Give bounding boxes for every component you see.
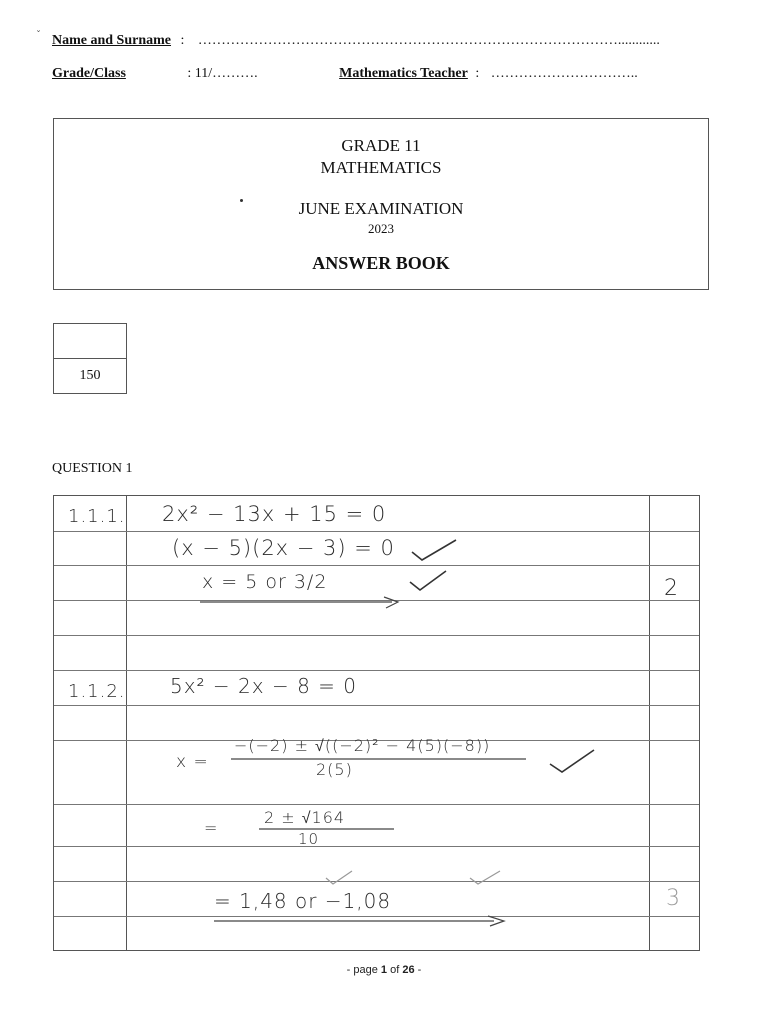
grade-label: Grade/Class <box>52 66 126 81</box>
subject-title: MATHEMATICS <box>320 158 442 177</box>
score-field[interactable] <box>54 324 126 358</box>
row-divider <box>54 670 699 671</box>
grade-title: GRADE 11 <box>341 136 421 155</box>
teacher-label: Mathematics Teacher <box>339 66 468 81</box>
scan-mark: ˇ <box>36 30 41 41</box>
answer-table <box>53 495 700 951</box>
row-divider <box>54 846 699 847</box>
row-divider <box>54 881 699 882</box>
exam-title: JUNE EXAMINATION <box>298 199 464 218</box>
score-total: 150 <box>79 368 101 383</box>
fraction-denominator: 10 <box>298 830 320 848</box>
score-divider <box>54 358 126 359</box>
page-number: 1 <box>380 964 388 976</box>
footer-of: of <box>387 964 403 976</box>
fraction-numerator: 2 ± √164 <box>264 808 346 827</box>
page-total: 26 <box>402 964 415 976</box>
underline-arrow-icon <box>198 596 408 610</box>
answer-line: = 1,48 or −1,08 <box>214 889 392 913</box>
footer-suffix: - <box>414 964 422 976</box>
fraction-bar <box>230 757 530 761</box>
row-divider <box>54 804 699 805</box>
tick-mark-icon <box>410 536 458 562</box>
teacher-field[interactable]: ………………………….. <box>490 66 638 81</box>
footer-prefix: - page <box>346 964 381 976</box>
answer-line: x = 5 or 3/2 <box>202 571 328 593</box>
teacher-colon: : <box>475 66 480 81</box>
row-divider <box>54 705 699 706</box>
name-colon: : <box>180 33 185 48</box>
name-label: Name and Surname <box>52 33 172 48</box>
marks-awarded: 3 <box>666 886 681 911</box>
answer-line: x = <box>176 752 209 772</box>
fraction-bar <box>258 827 398 831</box>
fraction-numerator: −(−2) ± √((−2)² − 4(5)(−8)) <box>234 736 491 755</box>
answer-line: = <box>204 818 219 837</box>
name-row <box>52 33 660 49</box>
row-divider <box>54 565 699 566</box>
underline-arrow-icon <box>212 914 512 928</box>
marks-awarded: 2 <box>664 576 679 601</box>
grade-row <box>52 66 638 82</box>
answer-book-title: ANSWER BOOK <box>312 253 450 273</box>
answer-line: (x − 5)(2x − 3) = 0 <box>172 536 395 560</box>
page-footer <box>0 964 768 976</box>
title-box <box>53 118 709 290</box>
answer-line: 5x² − 2x − 8 = 0 <box>170 674 358 698</box>
tick-mark-icon <box>548 746 596 776</box>
row-divider <box>54 635 699 636</box>
fraction-denominator: 2(5) <box>316 760 353 779</box>
name-field[interactable]: ………………………………………………………………………………............ <box>197 33 660 48</box>
tick-mark-icon <box>324 868 354 886</box>
row-divider <box>54 531 699 532</box>
exam-year: 2023 <box>368 221 394 236</box>
answer-line: 2x² − 13x + 15 = 0 <box>162 502 387 526</box>
score-box <box>53 323 127 394</box>
question-number: 1.1.1. <box>68 506 126 527</box>
tick-mark-icon <box>408 568 448 594</box>
tick-mark-icon <box>468 868 502 886</box>
question-heading: QUESTION 1 <box>52 461 133 476</box>
question-number: 1.1.2. <box>68 681 126 702</box>
grade-field[interactable]: : 11/………. <box>187 66 258 81</box>
